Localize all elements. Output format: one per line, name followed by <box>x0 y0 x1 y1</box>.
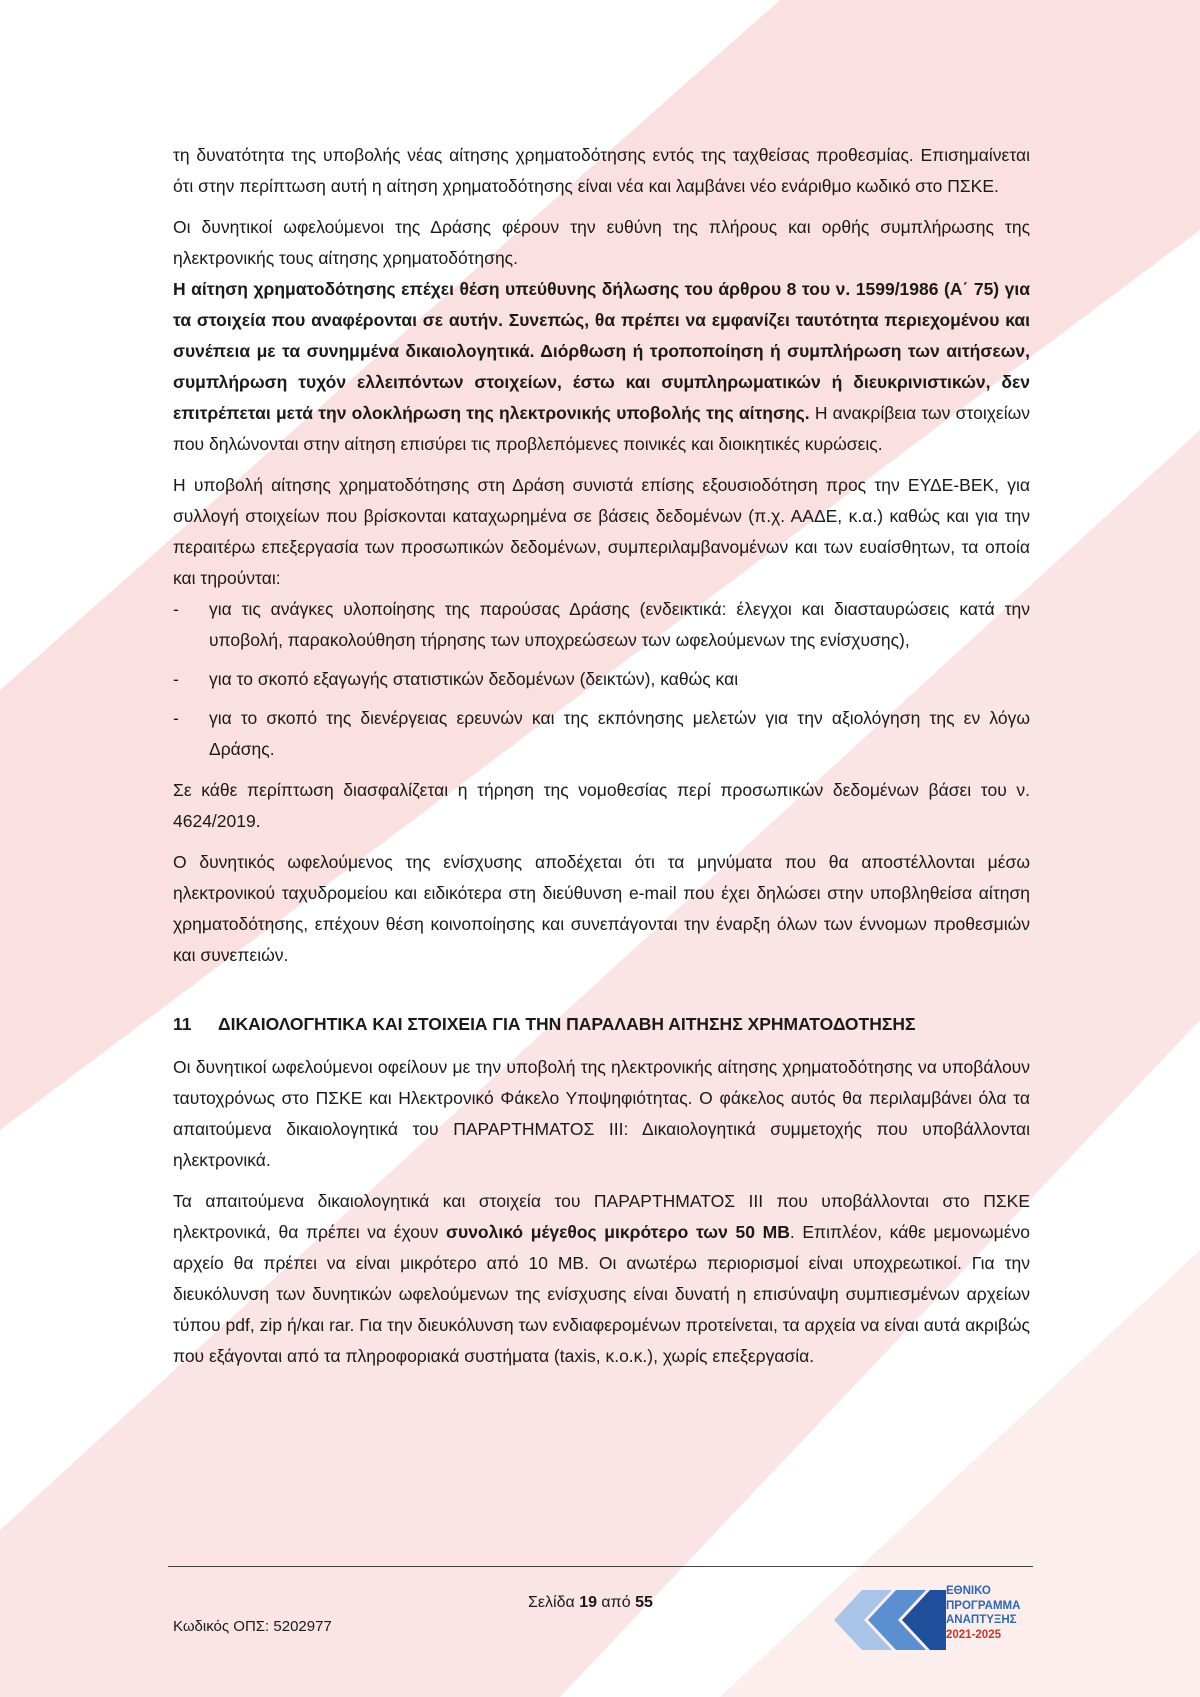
page-number: Σελίδα 19 από 55 <box>528 1594 653 1611</box>
paragraph-8: Τα απαιτούμενα δικαιολογητικά και στοιχεία του ΠΑΡΑΡΤΗΜΑΤΟΣ ΙΙΙ που υποβάλλονται στο ΠΣΚΕ ηλεκτρονικά, θα πρέπει να έχουν συνολικό μέγεθος μικρότερο των 50 MB. Επιπλέον, κάθε μεμονωμένο αρχείο θα πρέπει να είναι μικρότερο από 10 MB. Οι ανωτέρω περιορισμοί είναι υποχρεωτικοί. Για την διευκόλυνση των δυνητικών ωφελούμενων της ενίσχυσης είναι δυνατή η επισύναψη συμπιεσμένων αρχείων τύπου pdf, zip ή/και rar. Για την διευκόλυνση των ενδιαφερομένων προτείνεται, τα αρχεία να είναι αυτά ακριβώς που εξάγονται από τα πληροφοριακά συστήματα (taxis, κ.ο.κ.), χωρίς επεξεργασία. <box>173 1191 1030 1366</box>
ops-code: Κωδικός ΟΠΣ: 5202977 <box>173 1618 332 1635</box>
size-limit-bold: συνολικό μέγεθος μικρότερο των 50 MB <box>446 1222 790 1242</box>
document-body <box>173 140 1030 1382</box>
logo-text: ΕΘΝΙΚΟ ΠΡΟΓΡΑΜΜΑ ΑΝΑΠΤΥΞΗΣ 2021-2025 <box>946 1585 1021 1641</box>
bullet-dash: - <box>173 669 179 689</box>
paragraph-7: Οι δυνητικοί ωφελούμενοι οφείλουν με την υποβολή της ηλεκτρονικής αίτησης χρηματοδότησης να υποβάλουν ταυτοχρόνως στο ΠΣΚΕ και Ηλεκτρονικό Φάκελο Υποψηφιότητας. Ο φάκελος αυτός θα περιλαμβάνει όλα τα απαιτούμενα δικαιολογητικά του ΠΑΡΑΡΤΗΜΑΤΟΣ ΙΙΙ: Δικαιολογητικά συμμετοχής που υποβάλλονται ηλεκτρονικά. <box>173 1057 1030 1170</box>
section-heading <box>173 1009 1030 1040</box>
bullet-dash: - <box>173 708 179 728</box>
paragraph-3-rest: Η ανακρίβεια των στοιχείων που δηλώνονται στην αίτηση επισύρει τις προβλεπόμενες ποινικές και διοικητικές κυρώσεις. <box>173 403 1030 454</box>
paragraph-3 <box>173 274 1030 460</box>
paragraph-4: Η υποβολή αίτησης χρηματοδότησης στη Δράση συνιστά επίσης εξουσιοδότηση προς την ΕΥΔΕ-ΒΕΚ, για συλλογή στοιχείων που βρίσκονται καταχωρημένα σε βάσεις δεδομένων (π.χ. ΑΑΔΕ, κ.α.) καθώς και για την περαιτέρω επεξεργασία των προσωπικών δεδομένων, συμπεριλαμβανομένων και των ευαίσθητων, τα οποία και τηρούνται: <box>173 475 1030 588</box>
list-item: - για τις ανάγκες υλοποίησης της παρούσας Δράσης (ενδεικτικά: έλεγχοι και διασταυρώσεις κατά την υποβολή, παρακολούθηση τήρησης των υποχρεώσεων των ωφελούμενων της ενίσχυσης), <box>173 594 1030 656</box>
bullet-dash: - <box>173 599 179 619</box>
footer-divider <box>168 1566 1033 1567</box>
paragraph-5: Σε κάθε περίπτωση διασφαλίζεται η τήρηση της νομοθεσίας περί προσωπικών δεδομένων βάσει του ν. 4624/2019. <box>173 780 1030 831</box>
list-item: - για το σκοπό της διενέργειας ερευνών και της εκπόνησης μελετών για την αξιολόγηση της εν λόγω Δράσης. <box>173 703 1030 765</box>
paragraph-2: Οι δυνητικοί ωφελούμενοι της Δράσης φέρουν την ευθύνη της πλήρους και ορθής συμπλήρωσης της ηλεκτρονικής τους αίτησης χρηματοδότησης. <box>173 217 1030 268</box>
bullet-list <box>173 594 1030 765</box>
section-number: 11 <box>173 1014 192 1034</box>
paragraph-6: Ο δυνητικός ωφελούμενος της ενίσχυσης αποδέχεται ότι τα μηνύματα που θα αποστέλλονται μέσω ηλεκτρονικού ταχυδρομείου και ειδικότερα στη διεύθυνση e-mail που έχει δηλώσει στην υποβληθείσα αίτηση χρηματοδότησης, επέχουν θέση κοινοποίησης και συνεπάγονται την έναρξη όλων των έννομων προθεσμιών και συνεπειών. <box>173 852 1030 965</box>
list-item: - για το σκοπό εξαγωγής στατιστικών δεδομένων (δεικτών), καθώς και <box>173 664 1030 695</box>
paragraph-3-bold: Η αίτηση χρηματοδότησης επέχει θέση υπεύθυνης δήλωσης του άρθρου 8 του ν. 1599/1986 (Α΄ 75) για τα στοιχεία που αναφέρονται σε αυτήν. Συνεπώς, θα πρέπει να εμφανίζει ταυτότητα περιεχομένου και συνέπεια με τα συνημμένα δικαιολογητικά. Διόρθωση ή τροποποίηση ή συμπλήρωση των αιτήσεων, συμπλήρωση τυχόν ελλειπόντων στοιχείων, έστω και συμπληρωματικών ή διευκρινιστικών, δεν επιτρέπεται μετά την ολοκλήρωση της ηλεκτρονικής υποβολής της αίτησης. <box>173 279 1030 423</box>
section-title: ΔΙΚΑΙΟΛΟΓΗΤΙΚΑ ΚΑΙ ΣΤΟΙΧΕΙΑ ΓΙΑ ΤΗΝ ΠΑΡΑΛΑΒΗ ΑΙΤΗΣΗΣ ΧΡΗΜΑΤΟΔΟΤΗΣΗΣ <box>218 1014 916 1034</box>
paragraph-1: τη δυνατότητα της υποβολής νέας αίτησης χρηματοδότησης εντός της ταχθείσας προθεσμίας. Επισημαίνεται ότι στην περίπτωση αυτή η αίτηση χρηματοδότησης είναι νέα και λαμβάνει νέο ενάριθμο κωδικό στο ΠΣΚΕ. <box>173 145 1030 196</box>
